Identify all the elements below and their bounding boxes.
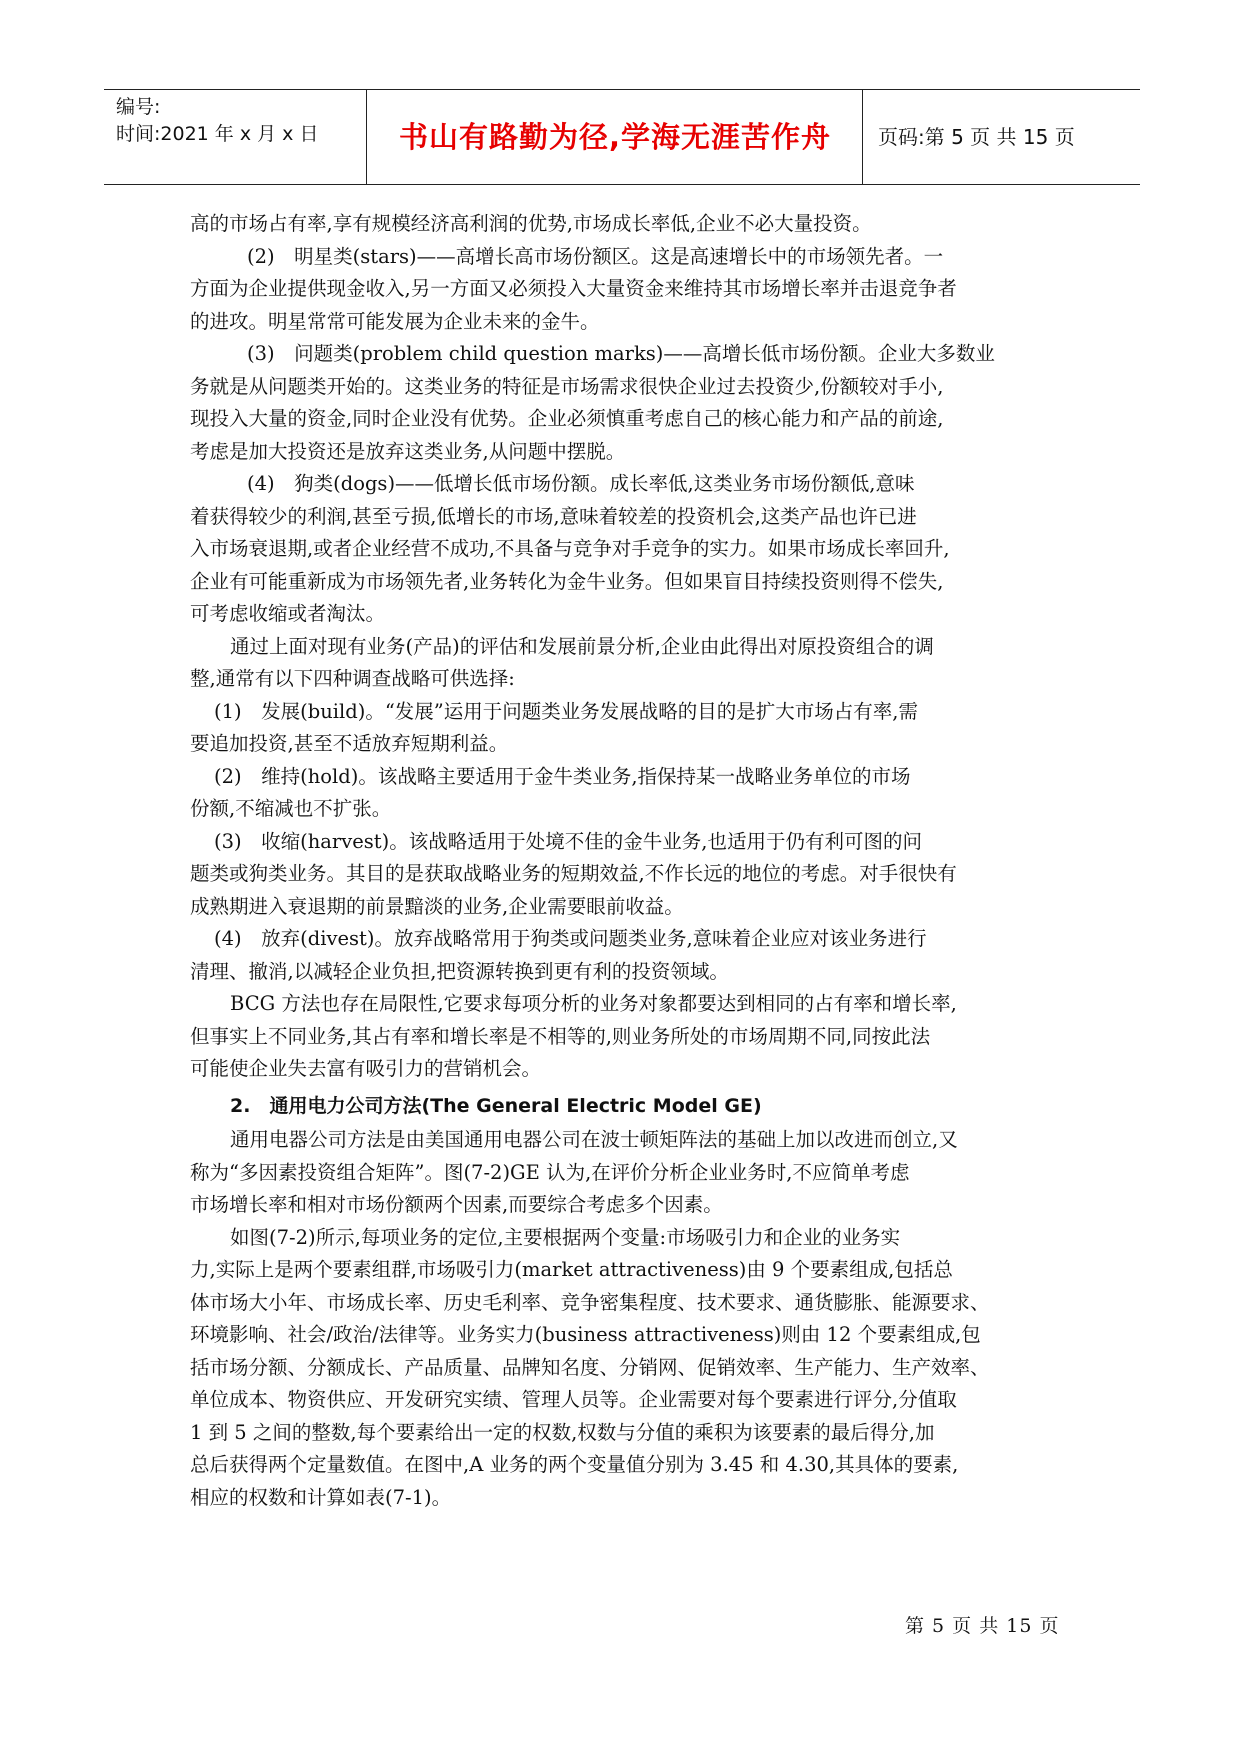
text-line: 可考虑收缩或者淘汰。 [190,602,386,625]
text-line: 务就是从问题类开始的。这类业务的特征是市场需求很快企业过去投资少,份额较对手小, [190,374,944,398]
text-line: 力,实际上是两个要素组群,市场吸引力(market attractiveness)由 9 个要素组成,包括总 [190,1258,953,1281]
document-number-label: 编号: [116,96,161,118]
text-line: 方面为企业提供现金收入,另一方面又必须投入大量资金来维持其市场增长率并击退竞争者 [190,277,957,300]
text-line: 的进攻。明星常常可能发展为企业未来的金牛。 [190,309,600,333]
text-line: 企业有可能重新成为市场领先者,业务转化为金牛业务。但如果盲目持续投资则得不偿失, [190,569,944,593]
text-line: (3) 收缩(harvest)。该战略适用于处境不佳的金牛业务,也适用于仍有利可图的问 [214,829,922,853]
text-line: 单位成本、物资供应、开发研究实绩、管理人员等。企业需要对每个要素进行评分,分值取 [190,1388,957,1411]
header-meta [104,90,367,184]
text-line: 相应的权数和计算如表(7-1)。 [190,1485,452,1509]
text-line: 题类或狗类业务。其目的是获取战略业务的短期效益,不作长远的地位的考虑。对手很快有 [190,862,957,885]
text-line: 清理、撤消,以减轻企业负担,把资源转换到更有利的投资领域。 [190,959,729,983]
text-line: 如图(7-2)所示,每项业务的定位,主要根据两个变量:市场吸引力和企业的业务实 [230,1225,901,1249]
text-line: 考虑是加大投资还是放弃这类业务,从问题中摆脱。 [190,439,626,463]
text-line: (1) 发展(build)。“发展”运用于问题类业务发展战略的目的是扩大市场占有率,需 [214,699,918,723]
text-line: 1 到 5 之间的整数,每个要素给出一定的权数,权数与分值的乘积为该要素的最后得分,加 [190,1420,935,1444]
text-line: 称为“多因素投资组合矩阵”。图(7-2)GE 认为,在评价分析企业业务时,不应简单考虑 [190,1160,910,1184]
text-line: 入市场衰退期,或者企业经营不成功,不具备与竞争对手竞争的实力。如果市场成长率回升, [190,537,950,560]
text-line: 但事实上不同业务,其占有率和增长率是不相等的,则业务所处的市场周期不同,同按此法 [190,1024,931,1048]
text-line: (3) 问题类(problem child question marks)——高增长低市场份额。企业大多数业 [247,342,995,365]
header-motto: 书山有路勤为径,学海无涯苦作舟 [368,90,863,184]
text-line: (2) 明星类(stars)——高增长高市场份额区。这是高速增长中的市场领先者。一 [247,244,944,268]
text-line: (4) 狗类(dogs)——低增长低市场份额。成长率低,这类业务市场份额低,意味 [247,472,915,495]
text-line: 括市场分额、分额成长、产品质量、品牌知名度、分销网、促销效率、生产能力、生产效率、 [190,1355,990,1379]
section-heading: 2. 通用电力公司方法(The General Electric Model GE) [230,1094,762,1117]
text-line: 高的市场占有率,享有规模经济高利润的优势,市场成长率低,企业不必大量投资。 [190,212,872,235]
text-line: BCG 方法也存在局限性,它要求每项分析的业务对象都要达到相同的占有率和增长率, [230,992,957,1015]
text-line: 通过上面对现有业务(产品)的评估和发展前景分析,企业由此得出对原投资组合的调 [230,634,934,658]
text-line: 环境影响、社会/政治/法律等。业务实力(business attractiveness)则由 12 个要素组成,包 [190,1323,981,1346]
text-line: 要追加投资,甚至不适放弃短期利益。 [190,732,509,755]
text-line: (2) 维持(hold)。该战略主要适用于金牛类业务,指保持某一战略业务单位的市场 [214,764,911,788]
text-line: 成熟期进入衰退期的前景黯淡的业务,企业需要眼前收益。 [190,894,684,918]
header-page-info: 页码:第 5 页 共 15 页 [878,125,1075,149]
text-line: 总后获得两个定量数值。在图中,A 业务的两个变量值分别为 3.45 和 4.30,其具体的要素, [190,1453,959,1476]
text-line: 体市场大小年、市场成长率、历史毛利率、竞争密集程度、技术要求、通货膨胀、能源要求、 [190,1290,990,1314]
text-line: 通用电器公司方法是由美国通用电器公司在波士顿矩阵法的基础上加以改进而创立,又 [230,1128,958,1151]
text-line: 着获得较少的利润,甚至亏损,低增长的市场,意味着较差的投资机会,这类产品也许已进 [190,504,917,528]
page-footer: 第 5 页 共 15 页 [905,1615,1060,1637]
text-line: 现投入大量的资金,同时企业没有优势。企业必须慎重考虑自己的核心能力和产品的前途, [190,407,944,430]
text-line: 整,通常有以下四种调查战略可供选择: [190,667,515,690]
text-line: 份额,不缩减也不扩张。 [190,797,392,820]
document-body [190,208,1060,1514]
text-line: 市场增长率和相对市场份额两个因素,而要综合考虑多个因素。 [190,1193,723,1216]
document-time: 时间:2021 年 x 月 x 日 [116,123,319,145]
page-header [104,89,1140,185]
text-line: 可能使企业失去富有吸引力的营销机会。 [190,1057,542,1080]
text-line: (4) 放弃(divest)。放弃战略常用于狗类或问题类业务,意味着企业应对该业务进行 [214,927,927,950]
